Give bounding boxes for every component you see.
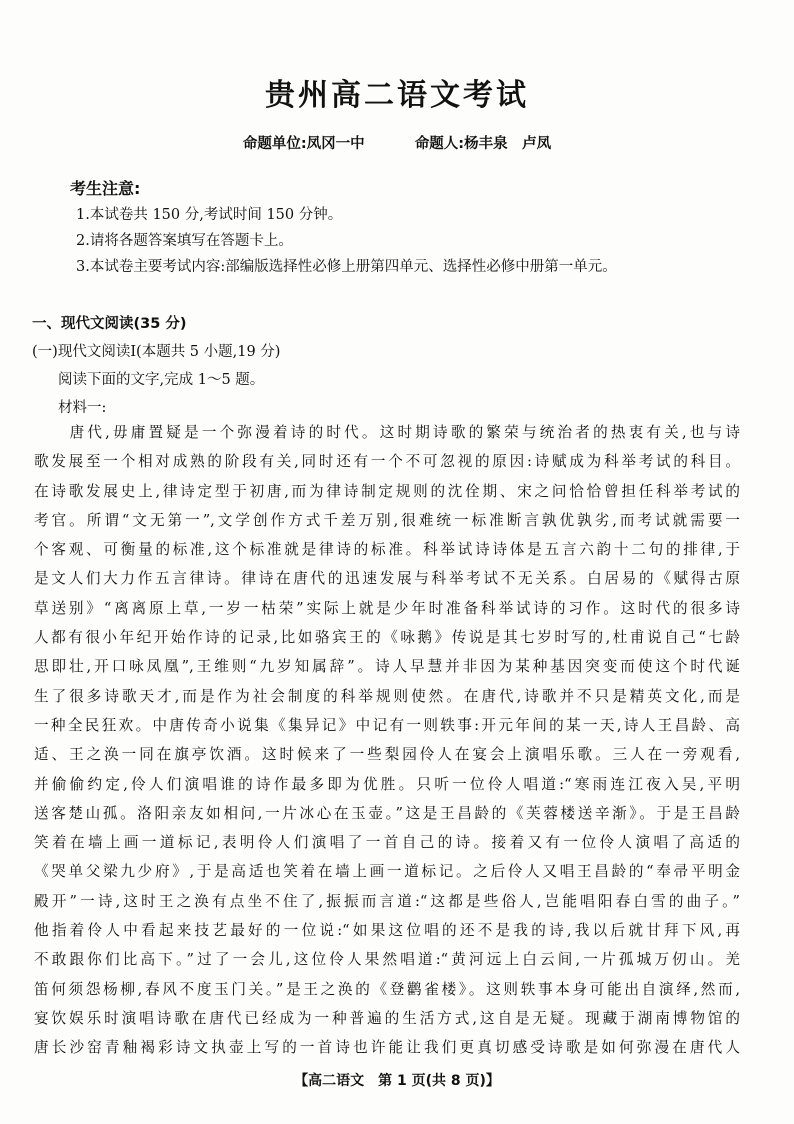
passage-line: 生了很多诗歌天才,而是作为社会制度的科举规则使然。在唐代,诗歌并不只是精英文化,而是 — [34, 687, 740, 705]
passage-line: 他指着伶人中看起来技艺最好的一位说:“如果这位唱的还不是我的诗,我以后就甘拜下风,再 — [34, 922, 740, 940]
exam-title: 贵州高二语文考试 — [265, 78, 529, 113]
passage-line: 歌发展至一个相对成熟的阶段有关,同时还有一个不可忽视的原因:诗赋成为科举考试的科目。 — [34, 453, 740, 471]
passage-line: 考官。所谓“文无第一”,文学创作方式千差万别,很难统一标准断言孰优孰劣,而考试就需要一 — [34, 511, 740, 529]
passage-line: 殿开”一诗,这时王之涣有点坐不住了,振振而言道:“这都是些俗人,岂能唱阳春白雪的曲子。” — [34, 892, 740, 910]
passage-line: 笛何须怨杨柳,春风不度玉门关。”是王之涣的《登鹳雀楼》。这则轶事本身可能出自演绎,然而, — [34, 980, 740, 998]
page-footer: 【高二语文 第 1 页(共 8 页)】 — [294, 1073, 500, 1089]
passage-line: 不敢跟你们比高下。”过了一会儿,这位伶人果然唱道:“黄河远上白云间,一片孤城万仞山。羌 — [34, 951, 740, 969]
passage-line: 在诗歌发展史上,律诗定型于初唐,而为律诗制定规则的沈佺期、宋之问恰恰曾担任科举考试的 — [34, 482, 740, 500]
notice-item-3: 3.本试卷主要考试内容:部编版选择性必修上册第四单元、选择性必修中册第一单元。 — [76, 259, 617, 275]
author-people: 命题人:杨丰泉 卢凤 — [414, 136, 552, 152]
notice-heading: 考生注意: — [70, 179, 141, 198]
passage-line: 送客楚山孤。洛阳亲友如相问,一片冰心在玉壶。”这是王昌龄的《芙蓉楼送辛渐》。于是王昌龄 — [34, 804, 740, 822]
author-line — [0, 132, 794, 153]
notice-item-2: 2.请将各题答案填写在答题卡上。 — [76, 233, 293, 249]
section-heading: 一、现代文阅读(35 分) — [32, 316, 187, 332]
passage-line: 草送别》“离离原上草,一岁一枯荣”实际上就是少年时准备科举试诗的习作。这时代的很多诗 — [34, 599, 740, 617]
passage-line: 人都有很小年纪开始作诗的记录,比如骆宾王的《咏鹅》传说是其七岁时写的,杜甫说自己“七龄 — [34, 629, 740, 647]
notice-item-1: 1.本试卷共 150 分,考试时间 150 分钟。 — [76, 207, 343, 223]
author-unit: 命题单位:凤冈一中 — [242, 136, 365, 152]
passage-line: 是文人们大力作五言律诗。律诗在唐代的迅速发展与科举考试不无关系。白居易的《赋得古原 — [34, 570, 740, 588]
passage-body — [34, 418, 740, 1063]
passage-line: 思即壮,开口咏凤凰”,王维则“九岁知属辞”。诗人早慧并非因为某种基因突变而使这个时代诞 — [34, 658, 740, 676]
candidate-notice — [70, 176, 750, 280]
passage-line: 一种全民狂欢。中唐传奇小说集《集异记》中记有一则轶事:开元年间的某一天,诗人王昌龄、高 — [34, 716, 740, 734]
passage-line: 个客观、可衡量的标准,这个标准就是律诗的标准。科举试诗诗体是五言六韵十二句的排律,于 — [34, 541, 740, 559]
passage-line: 唐代,毋庸置疑是一个弥漫着诗的时代。这时期诗歌的繁荣与统治者的热衷有关,也与诗 — [34, 424, 740, 441]
passage-line: 适、王之涣一同在旗亭饮酒。这时候来了一些梨园伶人在宴会上演唱乐歌。三人在一旁观看, — [34, 746, 740, 764]
passage-line: 《哭单父梁九少府》,于是高适也笑着在墙上画一道标记。之后伶人又唱王昌龄的“奉帚平明金 — [34, 863, 740, 881]
reading-instruction: 阅读下面的文字,完成 1～5 题。 — [58, 372, 265, 388]
material-label: 材料一: — [58, 400, 107, 416]
passage-line: 笑着在墙上画一道标记,表明伶人们演唱了一首自己的诗。接着又有一位伶人演唱了高适的 — [34, 834, 740, 852]
section-intro — [32, 310, 772, 422]
subsection-heading: (一)现代文阅读Ⅰ(本题共 5 小题,19 分) — [32, 344, 281, 360]
passage-line: 并偷偷约定,伶人们演唱谁的诗作最多即为优胜。只听一位伶人唱道:“寒雨连江夜入吴,平明 — [34, 775, 740, 793]
passage-line: 唐长沙窑青釉褐彩诗文执壶上写的一首诗也许能让我们更真切感受诗歌是如何弥漫在唐代人 — [34, 1039, 740, 1057]
passage-line: 宴饮娱乐时演唱诗歌在唐代已经成为一种普遍的生活方式,这自是无疑。现藏于湖南博物馆的 — [34, 1009, 740, 1027]
